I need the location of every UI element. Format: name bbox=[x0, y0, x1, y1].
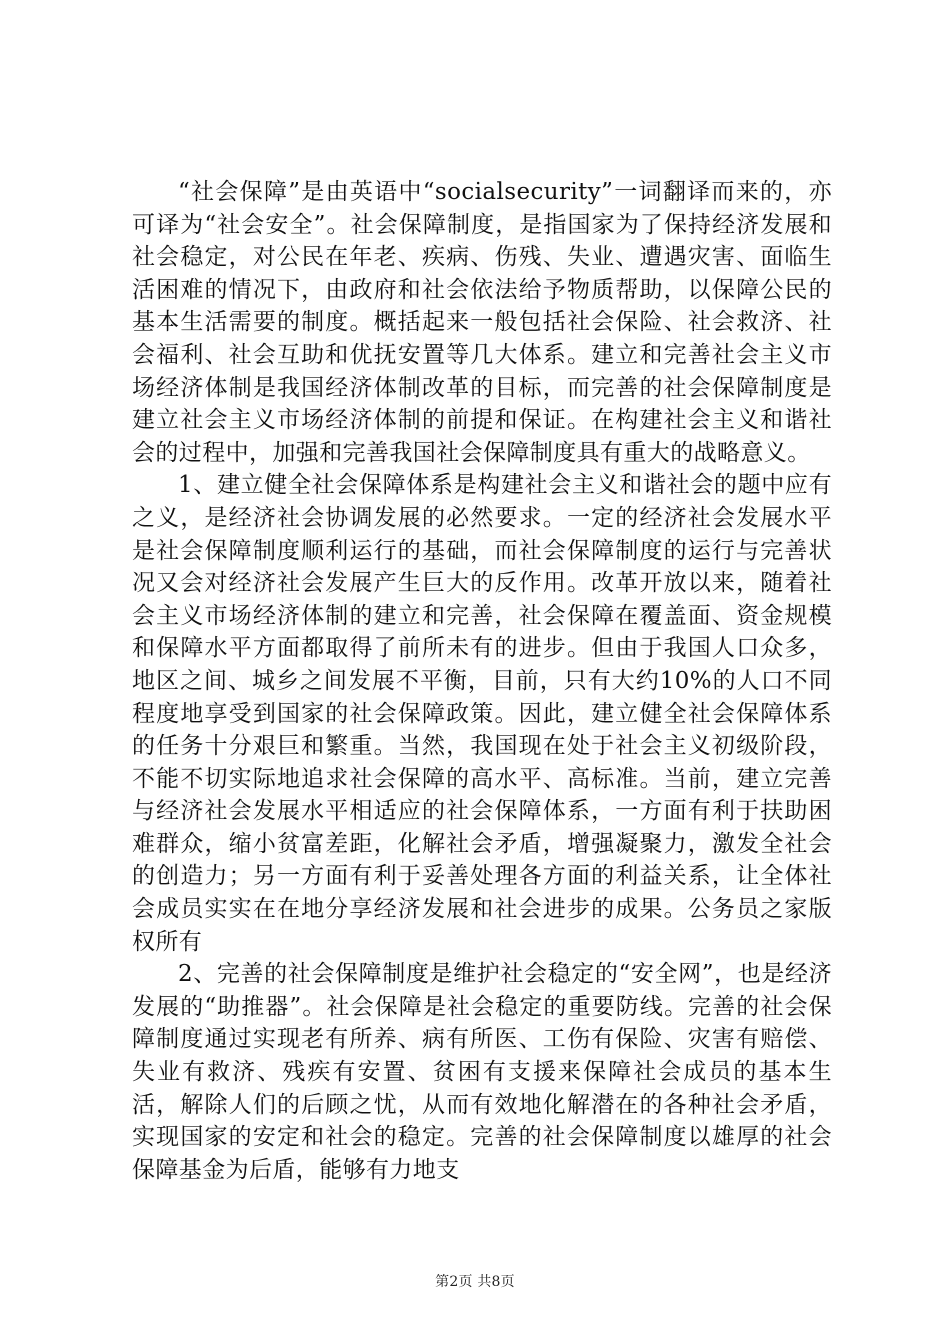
page-footer bbox=[0, 1271, 950, 1291]
paragraph-intro: “社会保障”是由英语中“socialsecurity”一词翻译而来的，亦可译为“社会安全”。社会保障制度，是指国家为了保持经济发展和社会稳定，对公民在年老、疾病、伤残、失业、遭遇灾害、面临生活困难的情况下，由政府和社会依法给予物质帮助，以保障公民的基本生活需要的制度。概括起来一般包括社会保险、社会救济、社会福利、社会互助和优抚安置等几大体系。建立和完善社会主义市场经济体制是我国经济体制改革的目标，而完善的社会保障制度是建立社会主义市场经济体制的前提和保证。在构建社会主义和谐社会的过程中，加强和完善我国社会保障制度具有重大的战略意义。 bbox=[132, 179, 832, 466]
paragraph-point-1: 1、建立健全社会保障体系是构建社会主义和谐社会的题中应有之义，是经济社会协调发展的必然要求。一定的经济社会发展水平是社会保障制度顺利运行的基础，而社会保障制度的运行与完善状况又会对经济社会发展产生巨大的反作用。改革开放以来，随着社会主义市场经济体制的建立和完善，社会保障在覆盖面、资金规模和保障水平方面都取得了前所未有的进步。但由于我国人口众多，地区之间、城乡之间发展不平衡，目前，只有大约10%的人口不同程度地享受到国家的社会保障政策。因此，建立健全社会保障体系的任务十分艰巨和繁重。当然，我国现在处于社会主义初级阶段，不能不切实际地追求社会保障的高水平、高标准。当前，建立完善与经济社会发展水平相适应的社会保障体系，一方面有利于扶助困难群众，缩小贫富差距，化解社会矛盾，增强凝聚力，激发全社会的创造力；另一方面有利于妥善处理各方面的利益关系，让全体社会成员实实在在地分享经济发展和社会进步的成果。公务员之家版权所有 bbox=[132, 472, 832, 955]
body-text bbox=[132, 176, 832, 1186]
page-number: 第2页 共8页 bbox=[435, 1274, 515, 1290]
paragraph-point-2: 2、完善的社会保障制度是维护社会稳定的“安全网”，也是经济发展的“助推器”。社会保障是社会稳定的重要防线。完善的社会保障制度通过实现老有所养、病有所医、工伤有保险、灾害有赔偿、失业有救济、残疾有安置、贫困有支援来保障社会成员的基本生活，解除人们的后顾之忧，从而有效地化解潜在的各种社会矛盾，实现国家的安定和社会的稳定。完善的社会保障制度以雄厚的社会保障基金为后盾，能够有力地支 bbox=[132, 961, 832, 1183]
